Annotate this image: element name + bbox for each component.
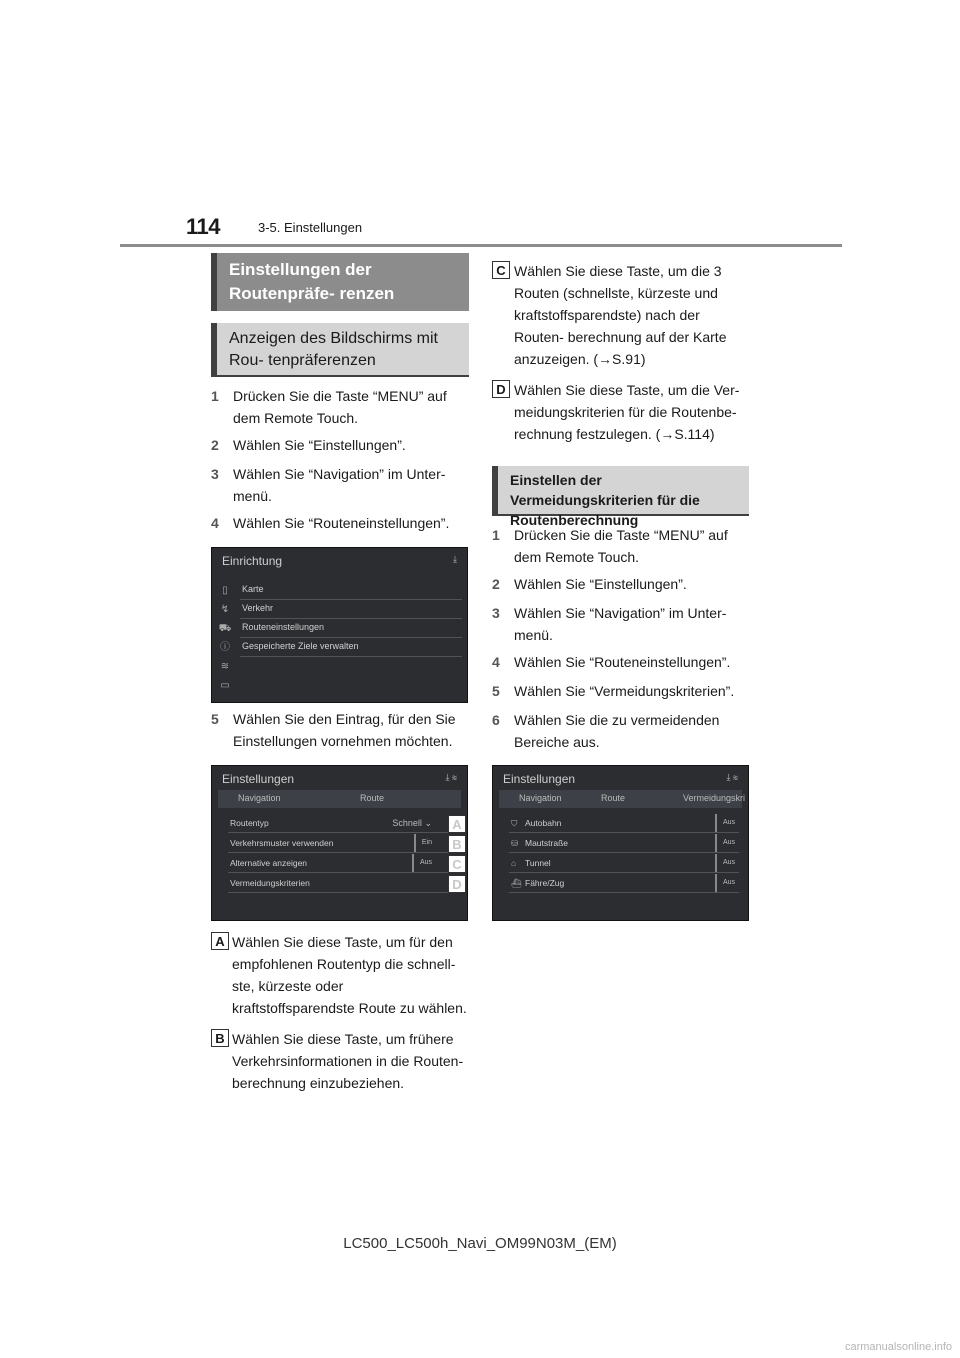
step-text: Wählen Sie “Navigation” im Unter- menü.: [233, 466, 446, 504]
setting-value[interactable]: Aus: [412, 854, 432, 872]
note-a-text: Wählen Sie diese Taste, um für den empfohlenen Routentyp die schnell- ste, kürzeste oder kraftstoffsparendste Route zu wählen.: [232, 934, 467, 1016]
setting-verkehrsmuster[interactable]: [228, 834, 458, 853]
menu-item-verkehr[interactable]: Verkehr: [240, 599, 462, 619]
status-icon: ⤓ ≋: [726, 772, 738, 782]
setting-value[interactable]: Ein: [414, 834, 432, 852]
screen-title: Einrichtung: [222, 554, 283, 568]
section-reference: 3-5. Einstellungen: [258, 220, 363, 235]
left-step-5: [211, 708, 473, 752]
avoid-value[interactable]: Aus: [715, 814, 735, 832]
car-icon[interactable]: ⛟: [218, 623, 232, 634]
step-text: Drücken Sie die Taste “MENU” auf dem Remote Touch.: [514, 527, 728, 565]
step-number: 5: [211, 711, 219, 727]
status-icon: ⤓ ≋: [445, 772, 457, 782]
menu-item-routeneinstellungen[interactable]: Routeneinstellungen: [240, 618, 462, 638]
note-marker-c: C: [492, 261, 510, 279]
step-number: 2: [492, 576, 500, 592]
tab-bar: [218, 790, 461, 808]
step-text: Drücken Sie die Taste “MENU” auf dem Remote Touch.: [233, 388, 447, 426]
tunnel-icon: ⌂: [511, 858, 517, 868]
marker-d: D: [448, 875, 466, 893]
note-marker-d: D: [492, 380, 510, 398]
avoid-label: Autobahn: [525, 818, 562, 828]
step-number: 3: [492, 605, 500, 621]
tab-bar: [499, 790, 746, 808]
wifi-icon[interactable]: ≋: [220, 661, 230, 672]
traffic-icon[interactable]: ↯: [220, 604, 230, 615]
avoid-tunnel[interactable]: [509, 854, 739, 873]
tab-navigation[interactable]: Navigation: [238, 793, 281, 803]
setting-label: Verkehrsmuster verwenden: [230, 838, 334, 848]
highway-icon: ⛉: [511, 818, 518, 828]
screen-title: Einstellungen: [222, 772, 295, 786]
avoid-value[interactable]: Aus: [715, 854, 735, 872]
note-b-text: Wählen Sie diese Taste, um frühere Verkehrsinformationen in die Routen- berechnung einzubeziehen.: [232, 1031, 464, 1091]
tab-vermeidungskriterien[interactable]: Vermeidungskri: [683, 793, 746, 803]
avoid-faehre-zug[interactable]: [509, 874, 739, 893]
subsection-title: Anzeigen des Bildschirms mit Rou- tenpräferenzen: [211, 323, 469, 377]
header-rule: [120, 244, 842, 247]
avoid-autobahn[interactable]: [509, 814, 739, 833]
watermark: carmanualsonline.info: [844, 1341, 952, 1353]
step-text: Wählen Sie “Vermeidungskriterien”.: [514, 683, 735, 699]
avoid-label: Fähre/Zug: [525, 878, 565, 888]
document-footer: LC500_LC500h_Navi_OM99N03M_(EM): [343, 1235, 617, 1252]
chevron-down-icon: ⌄: [424, 818, 432, 828]
avoid-label: Mautstraße: [525, 838, 568, 848]
setting-routentyp[interactable]: [228, 814, 458, 833]
avoid-label: Tunnel: [525, 858, 551, 868]
right-step-1: [492, 524, 754, 568]
marker-b: B: [448, 835, 466, 853]
right-step-5: [492, 680, 754, 702]
avoid-value[interactable]: Aus: [715, 834, 735, 852]
screen-einrichtung: [211, 547, 468, 703]
step-number: 5: [492, 683, 500, 699]
avoid-value[interactable]: Aus: [715, 874, 735, 892]
setting-label: Routentyp: [230, 818, 269, 828]
marker-c: C: [448, 855, 466, 873]
marker-a: A: [448, 815, 466, 833]
step-number: 4: [211, 515, 219, 531]
left-step-4: [211, 512, 473, 534]
screen-title: Einstellungen: [503, 772, 576, 786]
left-step-3: [211, 463, 473, 507]
step-text: Wählen Sie die zu vermeidenden Bereiche aus.: [514, 712, 720, 750]
menu-item-karte[interactable]: Karte: [240, 580, 462, 600]
ferry-icon: ⛴: [511, 878, 522, 888]
step-text: Wählen Sie den Eintrag, für den Sie Einstellungen vornehmen möchten.: [233, 711, 456, 749]
step-number: 3: [211, 466, 219, 482]
step-number: 1: [211, 388, 219, 404]
subsection-title-right: Einstellen der Vermeidungskriterien für die Routenberechnung: [492, 466, 749, 516]
note-marker-b: B: [211, 1029, 229, 1047]
device-icon[interactable]: ▭: [220, 680, 230, 691]
setting-vermeidungskriterien[interactable]: [228, 874, 458, 893]
right-step-6: [492, 709, 754, 753]
step-number: 2: [211, 437, 219, 453]
step-number: 1: [492, 527, 500, 543]
setting-alternative[interactable]: [228, 854, 458, 873]
page-number: 114: [186, 214, 220, 239]
right-step-2: [492, 573, 754, 595]
tab-route[interactable]: Route: [601, 793, 626, 803]
note-d-text: Wählen Sie diese Taste, um die Ver- meidungskriterien für die Routenbe- rechnung festzulegen. (→S.114): [514, 382, 740, 442]
step-text: Wählen Sie “Routeneinstellungen”.: [514, 654, 731, 670]
left-step-2: [211, 434, 473, 456]
step-text: Wählen Sie “Einstellungen”.: [514, 576, 687, 592]
screen-einstellungen-route: [211, 765, 468, 921]
toll-road-icon: ⛁: [511, 838, 519, 848]
tab-navigation[interactable]: Navigation: [519, 793, 562, 803]
menu-item-gespeicherte-ziele[interactable]: Gespeicherte Ziele verwalten: [240, 637, 462, 657]
setting-value[interactable]: Schnell ⌄: [392, 818, 432, 828]
section-title: Einstellungen der Routenpräfe- renzen: [211, 253, 469, 311]
setting-label: Alternative anzeigen: [230, 858, 308, 868]
left-step-1: [211, 385, 473, 429]
note-c-text: Wählen Sie diese Taste, um die 3 Routen (schnellste, kürzeste und kraftstoffsparendste) nach der Routen- berechnung auf der Karte anzuzeigen. (→S.91): [514, 263, 727, 367]
step-number: 4: [492, 654, 500, 670]
step-text: Wählen Sie “Einstellungen”.: [233, 437, 406, 453]
screen-vermeidungskriterien: [492, 765, 749, 921]
note-marker-a: A: [211, 932, 229, 950]
step-number: 6: [492, 712, 500, 728]
close-icon[interactable]: ⤓: [453, 554, 457, 564]
setting-label: Vermeidungskriterien: [230, 878, 310, 888]
tab-route[interactable]: Route: [360, 793, 385, 803]
avoid-mautstrasse[interactable]: [509, 834, 739, 853]
step-text: Wählen Sie “Navigation” im Unter- menü.: [514, 605, 727, 643]
info-icon[interactable]: ⓘ: [220, 642, 230, 653]
right-step-4: [492, 651, 754, 673]
step-text: Wählen Sie “Routeneinstellungen”.: [233, 515, 450, 531]
right-step-3: [492, 602, 754, 646]
map-icon[interactable]: ▯: [222, 585, 228, 596]
